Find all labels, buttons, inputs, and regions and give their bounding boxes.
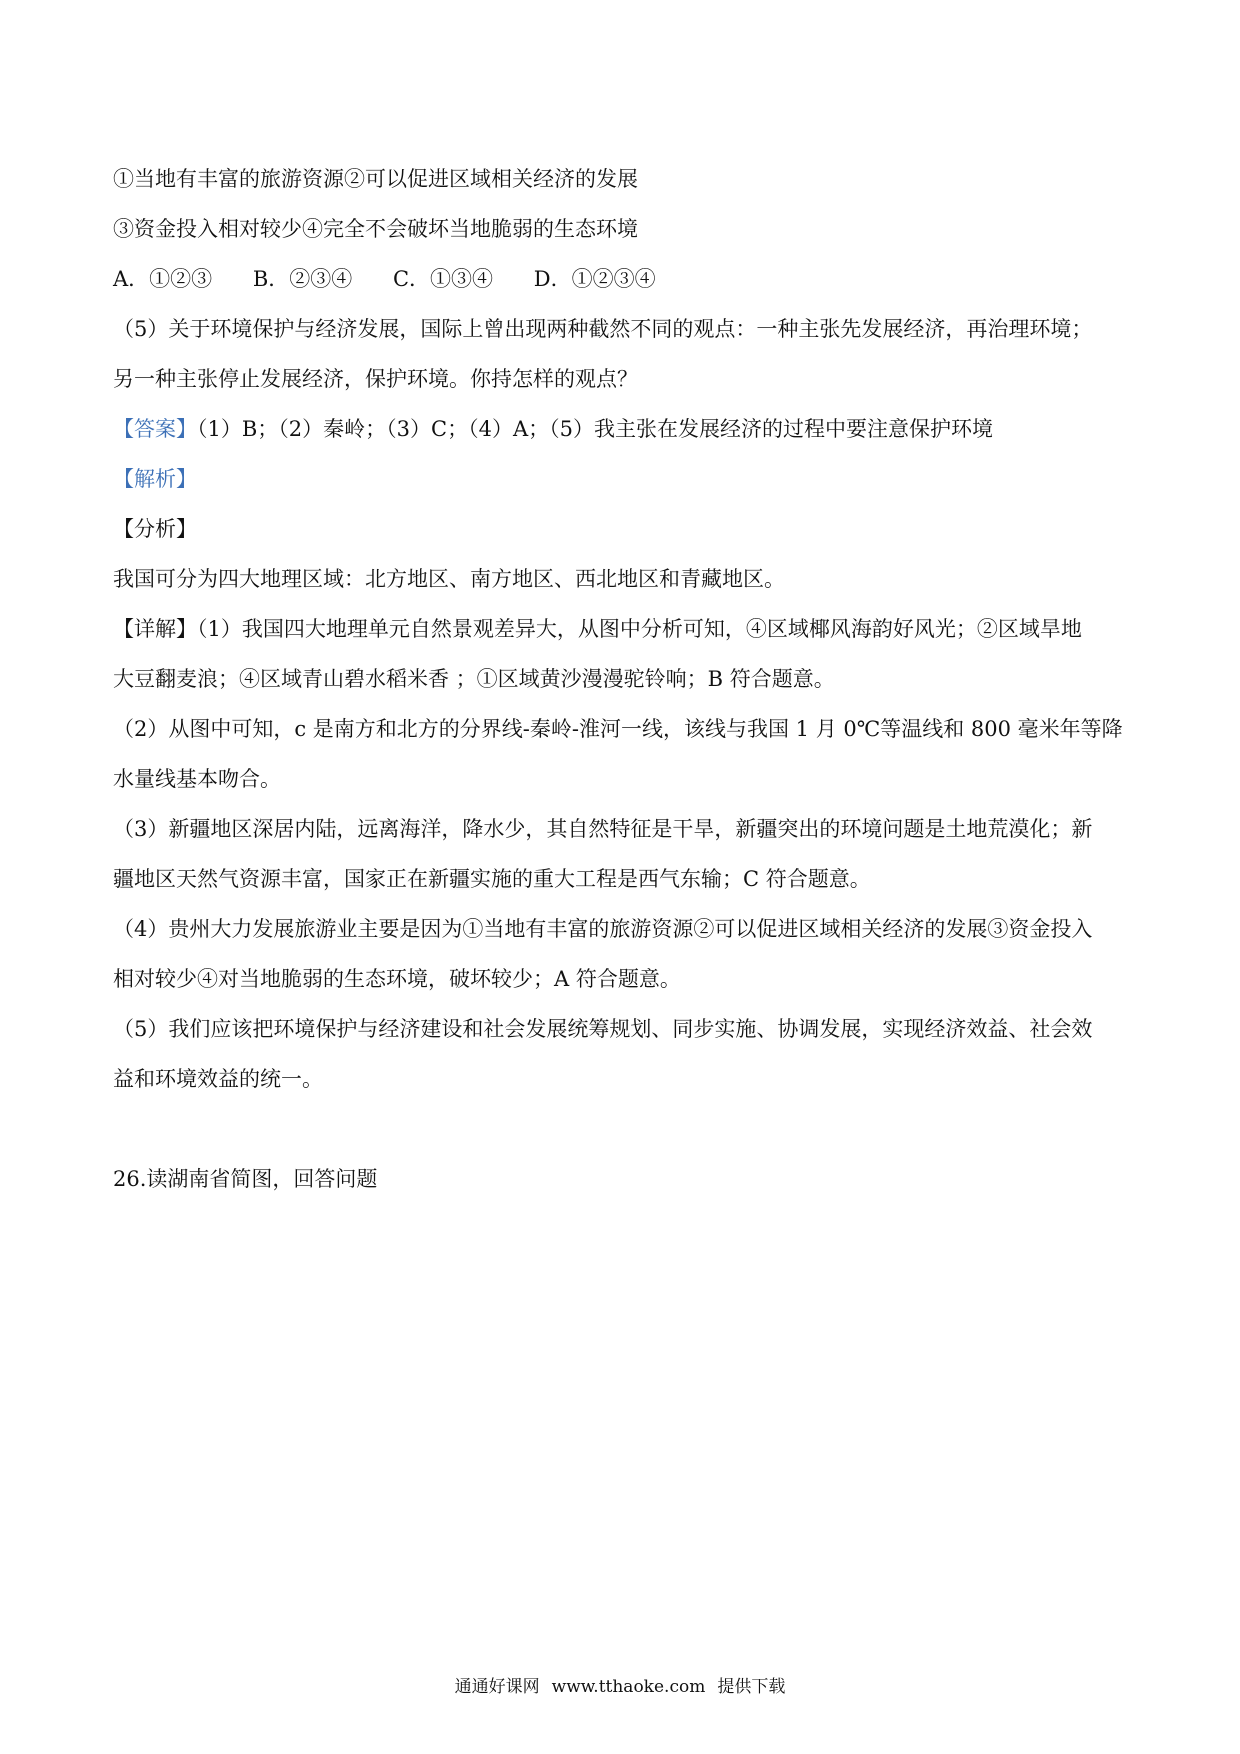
- detail-p1-line-1: [113, 604, 1133, 654]
- footer-site-name: 通通好课网: [454, 1677, 540, 1697]
- choice-statements-line-2: ③资金投入相对较少④完全不会破坏当地脆弱的生态环境: [113, 217, 638, 241]
- document-content: [113, 154, 1133, 1204]
- footer-suffix: 提供下载: [717, 1677, 786, 1697]
- fenxi-text: 我国可分为四大地理区域：北方地区、南方地区、西北地区和青藏地区。: [113, 567, 785, 591]
- option-b: B．②③④: [252, 267, 353, 291]
- detail-p3-line-2: 疆地区天然气资源丰富，国家正在新疆实施的重大工程是西气东输；C 符合题意。: [113, 867, 871, 891]
- detail-p2-line-2: 水量线基本吻合。: [113, 767, 281, 791]
- spacer: [113, 1104, 1133, 1154]
- question-5-line-1: （5）关于环境保护与经济发展，国际上曾出现两种截然不同的观点：一种主张先发展经济，再治理环境；: [113, 317, 1093, 341]
- detail-p5-line-1: （5）我们应该把环境保护与经济建设和社会发展统筹规划、同步实施、协调发展，实现经济效益、社会效: [113, 1017, 1093, 1041]
- question-5-line-2: 另一种主张停止发展经济，保护环境。你持怎样的观点？: [113, 367, 638, 391]
- detail-p4-line-2: 相对较少④对当地脆弱的生态环境，破坏较少；A 符合题意。: [113, 967, 681, 991]
- detail-p1-text-1: （1）我国四大地理单元自然景观差异大，从图中分析可知，④区域椰风海韵好风光；②区域旱地: [197, 617, 1082, 641]
- detail-p3-line-1: （3）新疆地区深居内陆，远离海洋，降水少，其自然特征是干旱，新疆突出的环境问题是土地荒漠化；新: [113, 817, 1093, 841]
- option-a: A．①②③: [113, 267, 213, 291]
- detail-tag: 【详解】: [113, 617, 197, 641]
- jiexi-line: [113, 454, 1133, 504]
- detail-p4-line-1: （4）贵州大力发展旅游业主要是因为①当地有丰富的旅游资源②可以促进区域相关经济的发展③资金投入: [113, 917, 1093, 941]
- page-footer: [0, 1672, 1240, 1697]
- answer-text: （1）B；（2）秦岭；（3）C；（4）A；（5）我主张在发展经济的过程中要注意保护环境: [197, 417, 993, 441]
- answer-line: [113, 404, 1133, 454]
- answer-tag: 【答案】: [113, 417, 197, 441]
- choice-statements-line-1: ①当地有丰富的旅游资源②可以促进区域相关经济的发展: [113, 167, 638, 191]
- detail-p1-line-2: 大豆翻麦浪；④区域青山碧水稻米香 ；①区域黄沙漫漫驼铃响；B 符合题意。: [113, 667, 835, 691]
- question-26: 26.读湖南省简图，回答问题: [113, 1167, 378, 1191]
- answer-options: [113, 254, 1133, 304]
- option-c: C．①③④: [392, 267, 494, 291]
- fenxi-heading: 【分析】: [113, 517, 197, 541]
- detail-p5-line-2: 益和环境效益的统一。: [113, 1067, 323, 1091]
- detail-p2-line-1: （2）从图中可知，c 是南方和北方的分界线-秦岭-淮河一线，该线与我国 1 月 0℃等温线和 800 毫米年等降: [113, 717, 1123, 741]
- footer-url[interactable]: www.tthaoke.com: [551, 1677, 706, 1697]
- jiexi-tag: 【解析】: [113, 467, 197, 491]
- option-d: D．①②③④: [533, 267, 656, 291]
